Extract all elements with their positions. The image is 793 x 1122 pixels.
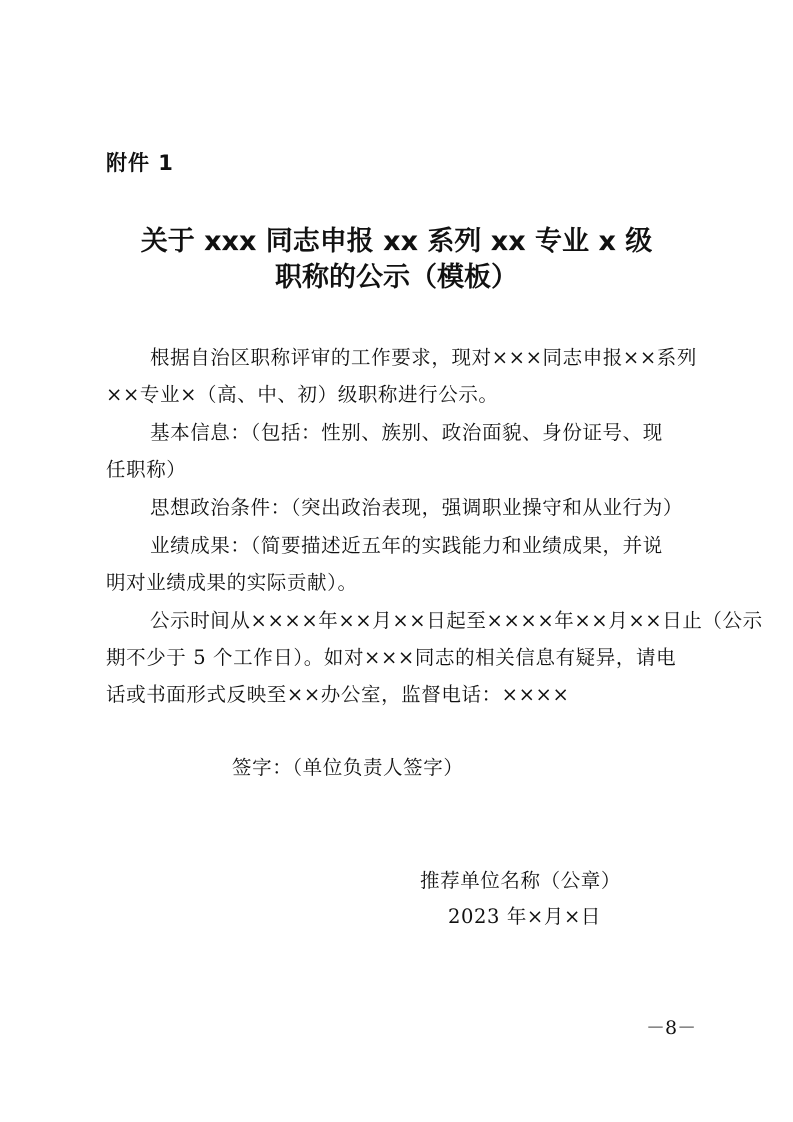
- paragraph-intro-line-1: 根据自治区职称评审的工作要求，现对×××同志申报××系列: [150, 346, 697, 369]
- paragraph-political-conditions: 思想政治条件：（突出政治表现，强调职业操守和从业行为）: [150, 496, 683, 519]
- paragraph-achievements-line-1: 业绩成果：（简要描述近五年的实践能力和业绩成果，并说: [150, 534, 663, 557]
- paragraph-notice-period-line-1: 公示时间从××××年××月××日起至××××年××月××日止（公示: [150, 609, 763, 632]
- recommending-unit: 推荐单位名称（公章）: [420, 869, 622, 892]
- page-number: －8－: [646, 1017, 697, 1039]
- issue-date: 2023 年×月×日: [448, 905, 602, 928]
- paragraph-notice-period-line-2: 期不少于 5 个工作日）。如对×××同志的相关信息有疑异，请电: [106, 646, 677, 669]
- paragraph-intro-line-2: ××专业×（高、中、初）级职称进行公示。: [106, 383, 499, 406]
- paragraph-basic-info-line-2: 任职称）: [106, 458, 187, 481]
- paragraph-achievements-line-2: 明对业绩成果的实际贡献）。: [106, 571, 358, 594]
- paragraph-notice-period-line-3: 话或书面形式反映至××办公室，监督电话：××××: [106, 683, 570, 706]
- attachment-label: 附件 1: [106, 151, 174, 175]
- signature-line: 签字：（单位负责人签字）: [232, 756, 464, 779]
- paragraph-basic-info-line-1: 基本信息：（包括：性别、族别、政治面貌、身份证号、现: [150, 421, 663, 444]
- document-title-line-1: 关于 xxx 同志申报 xx 系列 xx 专业 x 级: [140, 226, 653, 257]
- document-title-line-2: 职称的公示（模板）: [275, 262, 518, 293]
